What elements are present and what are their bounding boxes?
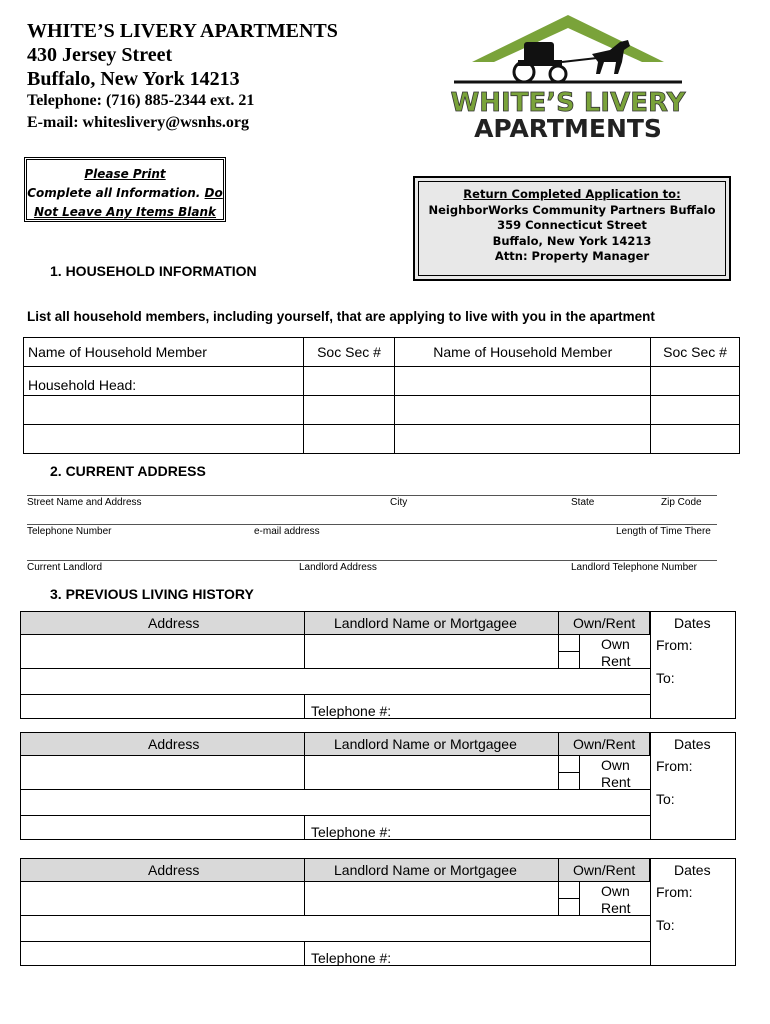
telephone-label: Telephone #: [311,703,392,719]
history-address-line3[interactable] [20,815,305,840]
landlord-label: Landlord Name or Mortgagee [334,862,517,878]
ownrent-label: Own/Rent [573,862,636,878]
household-head-label: Household Head: [28,377,137,393]
own-checkbox[interactable] [558,634,580,652]
col-member-name: Name of Household Member [24,338,304,367]
section-current-address-title: 2. CURRENT ADDRESS [50,463,206,479]
household-head-cell[interactable] [24,367,304,396]
zip-caption: Zip Code [661,497,702,508]
household-note: List all household members, including yourself, that are applying to live with you in the apartment [27,309,655,324]
landlord-address-caption: Landlord Address [299,562,377,573]
whites-livery-logo [432,12,704,142]
street-line[interactable] [27,495,717,496]
member-ssn-3[interactable] [651,396,740,425]
history-landlord-1[interactable] [304,634,559,669]
rent-checkbox[interactable] [558,772,580,790]
history-address-1[interactable] [20,881,305,916]
instr-line1: Please Print [84,167,166,181]
member-ssn-5[interactable] [651,425,740,454]
return-line3: Buffalo, New York 14213 [492,233,652,248]
dates-label: Dates [674,862,711,878]
history-landlord-1[interactable] [304,755,559,790]
logo-text-line2: APARTMENTS [474,114,662,142]
ownrent-label: Own/Rent [573,615,636,631]
landlord-label: Landlord Name or Mortgagee [334,736,517,752]
length-caption: Length of Time There [616,526,711,537]
household-ssn-1[interactable] [303,367,395,396]
section-previous-history-title: 3. PREVIOUS LIVING HISTORY [50,586,254,602]
org-telephone: Telephone: (716) 885-2344 ext. 21 [27,92,255,109]
logo-roof [472,15,664,62]
member-name-5[interactable] [395,425,651,454]
org-city: Buffalo, New York 14213 [27,68,240,90]
from-label: From: [656,758,693,774]
history-address-line3[interactable] [20,694,305,719]
address-label: Address [148,615,200,631]
col-ssn-2: Soc Sec # [651,338,740,367]
street-caption: Street Name and Address [27,497,142,508]
rent-checkbox[interactable] [558,651,580,669]
city-caption: City [390,497,408,508]
org-email: E-mail: whiteslivery@wsnhs.org [27,114,249,131]
member-name-1[interactable] [395,367,651,396]
telephone-line[interactable] [27,524,717,525]
history-address-line2[interactable] [20,915,651,942]
dates-label: Dates [674,736,711,752]
member-ssn-2[interactable] [303,396,395,425]
state-caption: State [571,497,595,508]
return-address-box [413,176,731,281]
ownrent-label: Own/Rent [573,736,636,752]
member-ssn-1[interactable] [651,367,740,396]
rent-label: Rent [601,774,631,790]
email-caption: e-mail address [254,526,320,537]
to-label: To: [656,791,675,807]
telephone-label: Telephone #: [311,950,392,966]
instructions-box [24,157,226,222]
rent-checkbox[interactable] [558,898,580,916]
return-title: Return Completed Application to: [463,187,681,201]
address-label: Address [148,736,200,752]
telephone-caption: Telephone Number [27,526,112,537]
to-label: To: [656,670,675,686]
telephone-label: Telephone #: [311,824,392,840]
rent-label: Rent [601,653,631,669]
own-label: Own [601,883,630,899]
landlord-line[interactable] [27,560,717,561]
history-address-line2[interactable] [20,789,651,816]
from-label: From: [656,884,693,900]
member-ssn-4[interactable] [303,425,395,454]
col-member-name-2: Name of Household Member [395,338,651,367]
own-checkbox[interactable] [558,881,580,899]
address-label: Address [148,862,200,878]
member-name-2[interactable] [24,396,304,425]
history-block-2 [20,732,736,840]
col-ssn: Soc Sec # [303,338,395,367]
history-address-1[interactable] [20,755,305,790]
dates-label: Dates [674,615,711,631]
section-household-title: 1. HOUSEHOLD INFORMATION [50,263,257,279]
org-name: WHITE’S LIVERY APARTMENTS [27,20,338,42]
from-label: From: [656,637,693,653]
history-block-1 [20,611,736,719]
own-label: Own [601,636,630,652]
org-street: 430 Jersey Street [27,44,173,66]
history-address-1[interactable] [20,634,305,669]
own-checkbox[interactable] [558,755,580,773]
landlord-label: Landlord Name or Mortgagee [334,615,517,631]
instr-line3: Not Leave Any Items Blank [33,205,217,219]
member-name-4[interactable] [24,425,304,454]
instr-line2b: Do [204,186,223,200]
instr-line2a: Complete all Information. [27,186,205,200]
logo-text-line1: WHITE’S LIVERY [450,88,686,118]
member-name-3[interactable] [395,396,651,425]
own-label: Own [601,757,630,773]
household-table [23,337,740,454]
to-label: To: [656,917,675,933]
history-block-3 [20,858,736,966]
return-line4: Attn: Property Manager [494,249,650,263]
rent-label: Rent [601,900,631,916]
landlord-caption: Current Landlord [27,562,103,573]
history-landlord-1[interactable] [304,881,559,916]
history-address-line3[interactable] [20,941,305,966]
return-line2: 359 Connecticut Street [497,218,647,232]
return-line1: NeighborWorks Community Partners Buffalo [428,202,716,217]
landlord-phone-caption: Landlord Telephone Number [571,562,698,573]
history-address-line2[interactable] [20,668,651,695]
